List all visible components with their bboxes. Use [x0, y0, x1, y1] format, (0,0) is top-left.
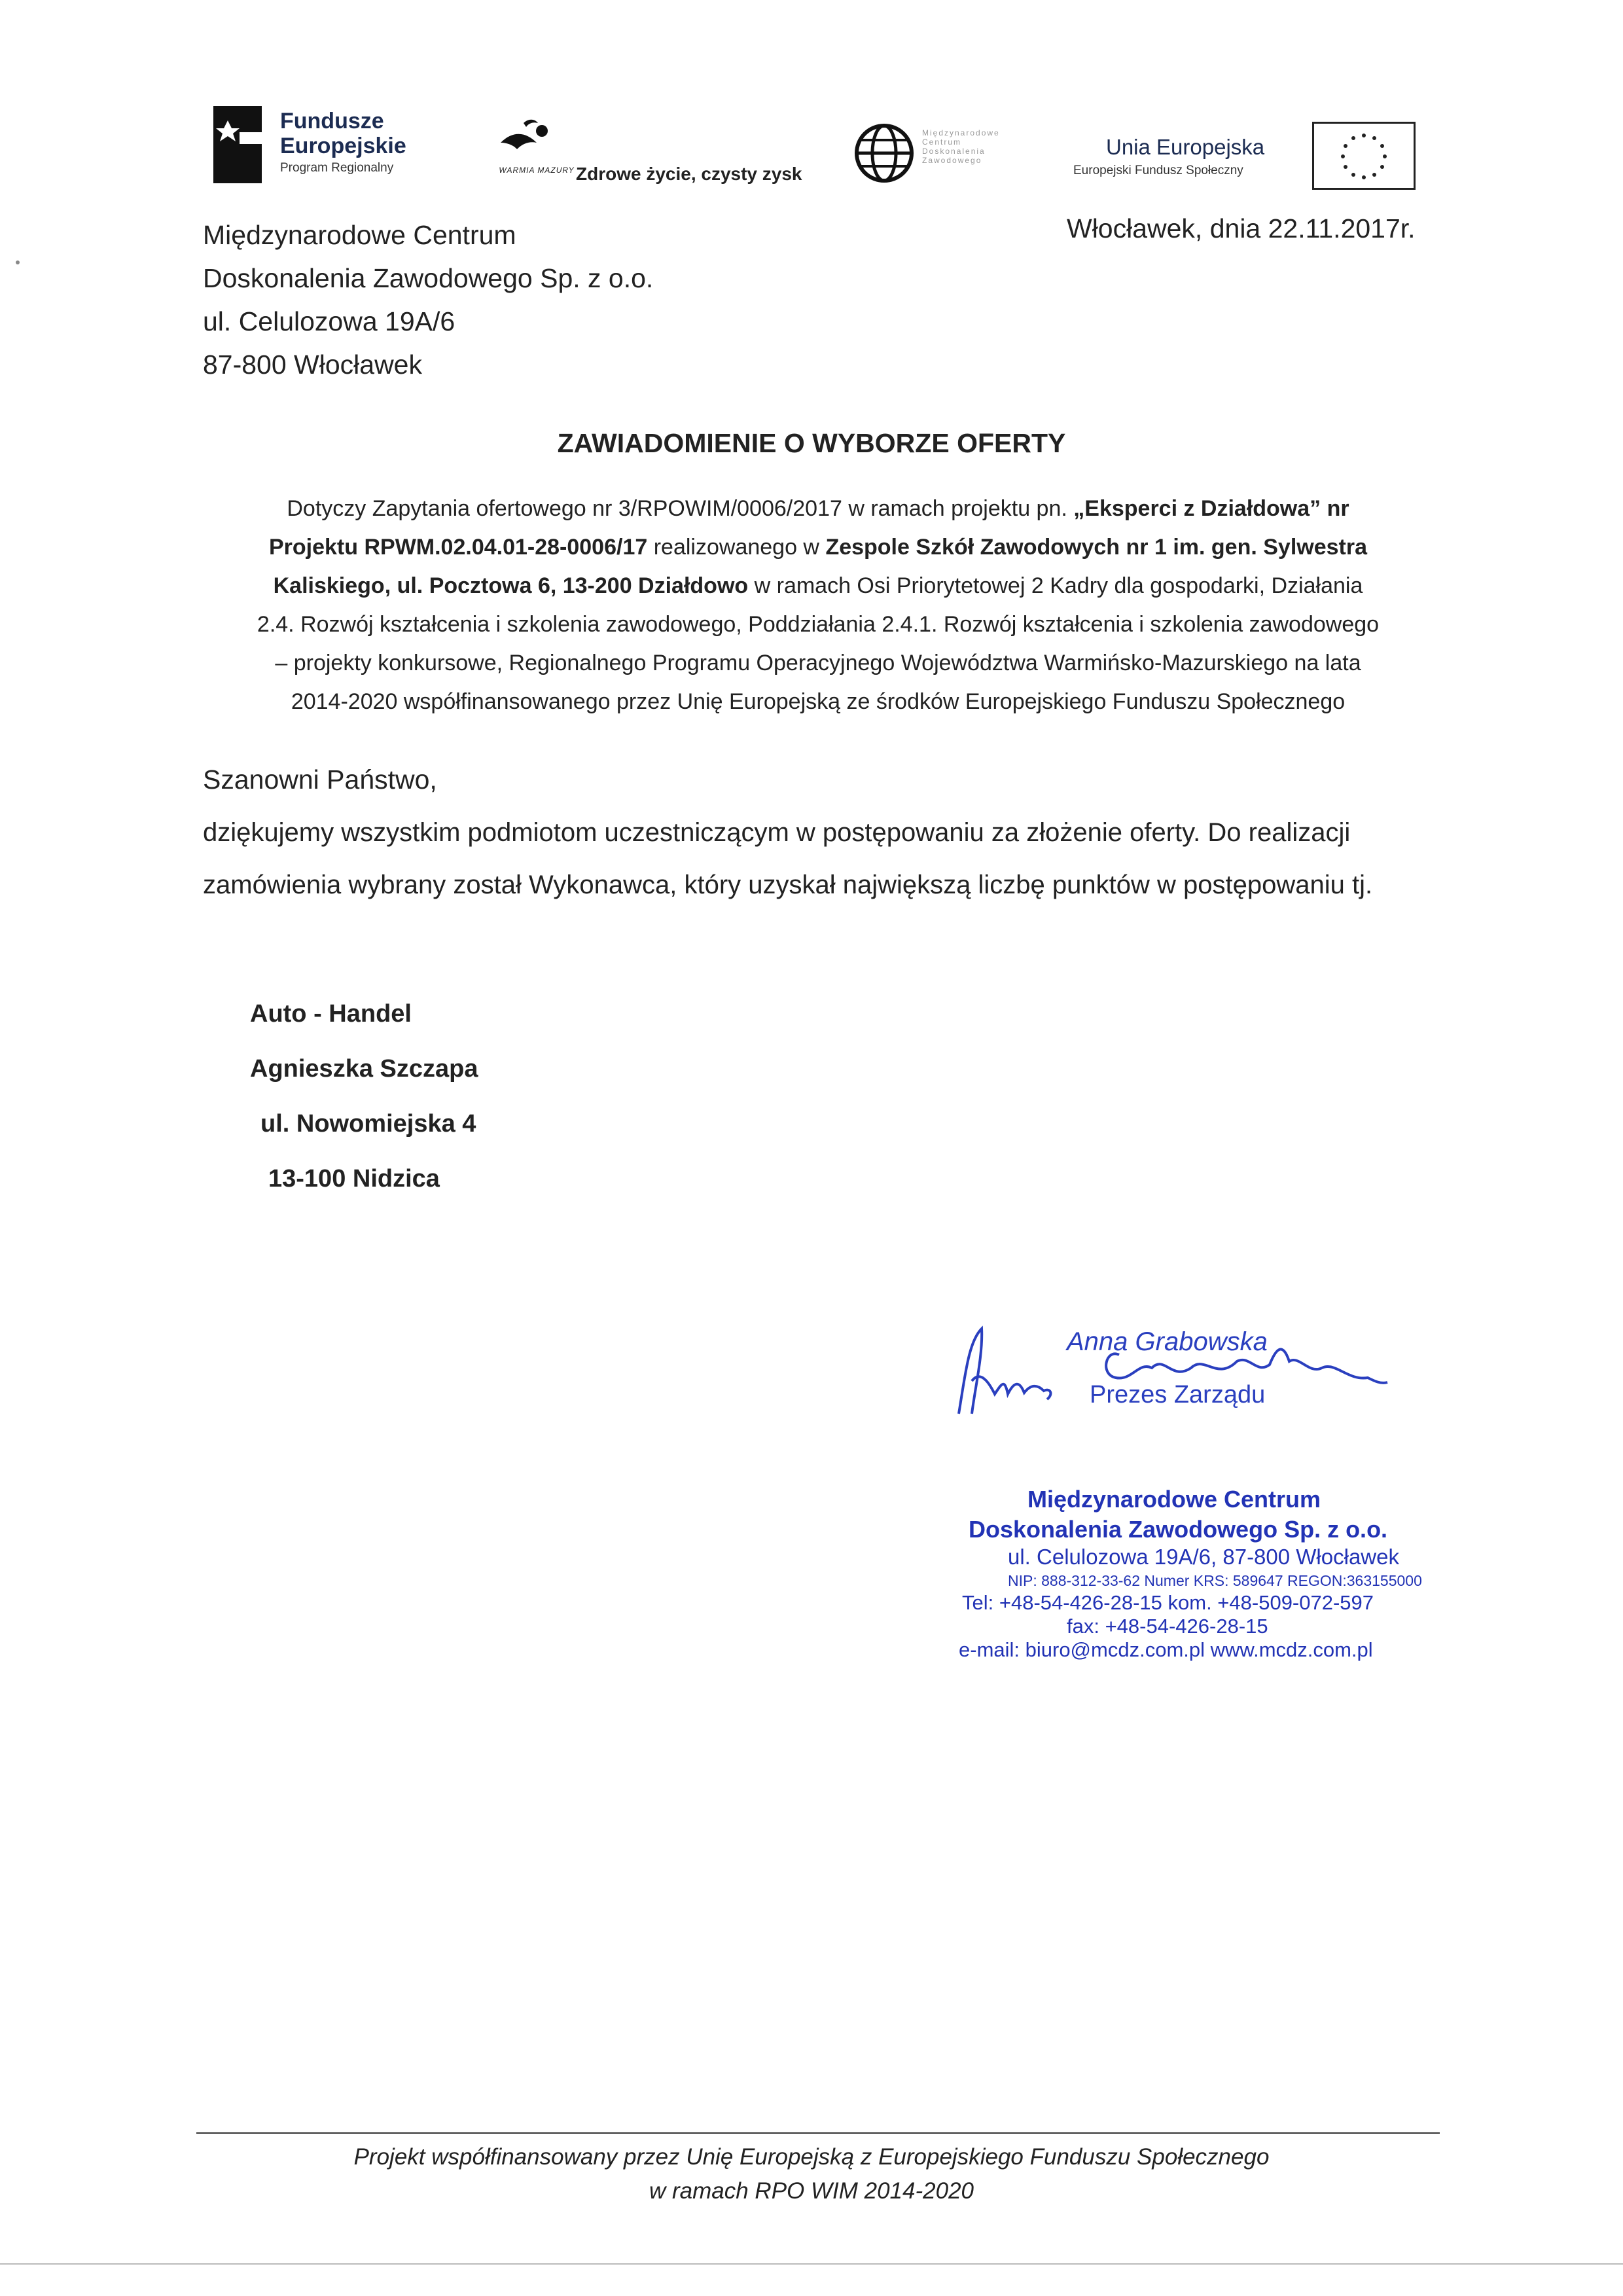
fe-logo-line1: Fundusze [280, 109, 384, 134]
mcdz-logo-text: Międzynarodowe Centrum Doskonalenia Zawodowego [922, 128, 1000, 165]
stamp-line: NIP: 888-312-33-62 Numer KRS: 589647 REGON:363155000 [1008, 1572, 1422, 1589]
body-line: dziękujemy wszystkim podmiotom uczestniczącym w postępowaniu za złożenie oferty. Do realizacji [203, 818, 1351, 847]
stamp-line: e-mail: biuro@mcdz.com.pl www.mcdz.com.pl [959, 1638, 1373, 1661]
footer-divider [196, 2132, 1440, 2134]
wm-slogan: Zdrowe życie, czysty zysk [576, 164, 802, 184]
body-line: zamówienia wybrany został Wykonawca, który uzyskał największą liczbę punktów w postępowaniu tj. [203, 870, 1373, 899]
signatory-name: Anna Grabowska [1067, 1327, 1268, 1356]
fundusze-europejskie-icon [213, 106, 262, 183]
sender-line: Międzynarodowe Centrum [203, 220, 516, 250]
page-edge [0, 2263, 1623, 2265]
winner-line: Auto - Handel [250, 1000, 412, 1028]
eu-logo-line1: Unia Europejska [1106, 135, 1265, 159]
company-stamp [949, 1486, 1433, 1662]
document-title: ZAWIADOMIENIE O WYBORZE OFERTY [557, 428, 1066, 458]
signatory-role: Prezes Zarządu [1090, 1381, 1266, 1408]
winner-line: 13-100 Nidzica [268, 1165, 440, 1193]
stamp-line: ul. Celulozowa 19A/6, 87-800 Włocławek [1008, 1545, 1399, 1569]
stamp-line: Tel: +48-54-426-28-15 kom. +48-509-072-597 [962, 1591, 1374, 1614]
scan-mark [16, 260, 20, 264]
document-date: Włocławek, dnia 22.11.2017r. [1067, 213, 1416, 243]
eu-logo [1060, 122, 1427, 194]
footer-line: Projekt współfinansowany przez Unię Europejską z Europejskiego Funduszu Społecznego [353, 2144, 1270, 2170]
mcdz-logo [854, 123, 1057, 188]
globe-icon [854, 123, 914, 183]
wm-logo-text: WARMIA MAZURY [499, 166, 575, 175]
sender-address [203, 213, 653, 386]
fe-logo-line3: Program Regionalny [280, 161, 394, 175]
greeting: Szanowni Państwo, [203, 764, 437, 795]
sender-line: Doskonalenia Zawodowego Sp. z o.o. [203, 263, 654, 293]
fe-logo-line2: Europejskie [280, 134, 406, 158]
bird-icon [497, 117, 556, 162]
eu-flag-icon [1312, 122, 1416, 190]
footer [0, 2140, 1623, 2208]
stamp-line: Doskonalenia Zawodowego Sp. z o.o. [969, 1516, 1388, 1543]
warmia-mazury-logo [497, 117, 851, 188]
winner-line: ul. Nowomiejska 4 [260, 1110, 476, 1138]
signature-block [942, 1316, 1400, 1433]
eu-logo-line2: Europejski Fundusz Społeczny [1073, 164, 1243, 177]
stamp-line: fax: +48-54-426-28-15 [1067, 1615, 1268, 1638]
footer-line: w ramach RPO WIM 2014-2020 [649, 2178, 974, 2204]
stamp-line: Międzynarodowe Centrum [1027, 1486, 1321, 1513]
winner-line: Agnieszka Szczapa [250, 1055, 478, 1083]
sender-line: ul. Celulozowa 19A/6 [203, 306, 455, 336]
sender-line: 87-800 Włocławek [203, 350, 422, 380]
intro-paragraph: Dotyczy Zapytania ofertowego nr 3/RPOWIM/0006/2017 w ramach projektu pn. „Eksperci z Działdowa” nr Projektu RPWM.02.04.01-28-0006/17 realizowanego w Zespole Szkół Zawodowych nr 1 im. gen. Sylwestra Kaliskiego, ul. Pocztowa 6, 13-200 Działdowo w ramach Osi Priorytetowej 2 Kadry dla gospodarki, Działania 2.4. Rozwój kształcenia i szkolenia zawodowego, Poddziałania 2.4.1. Rozwój kształcenia i szkolenia zawodowego – projekty konkursowe, Regionalnego Programu Operacyjnego Województwa Warmińsko-Mazurskiego na lata 2014-2020 współfinansowanego przez Unię Europejską ze środków Europejskiego Funduszu Społecznego [257, 496, 1380, 714]
fundusze-europejskie-logo [213, 105, 488, 190]
